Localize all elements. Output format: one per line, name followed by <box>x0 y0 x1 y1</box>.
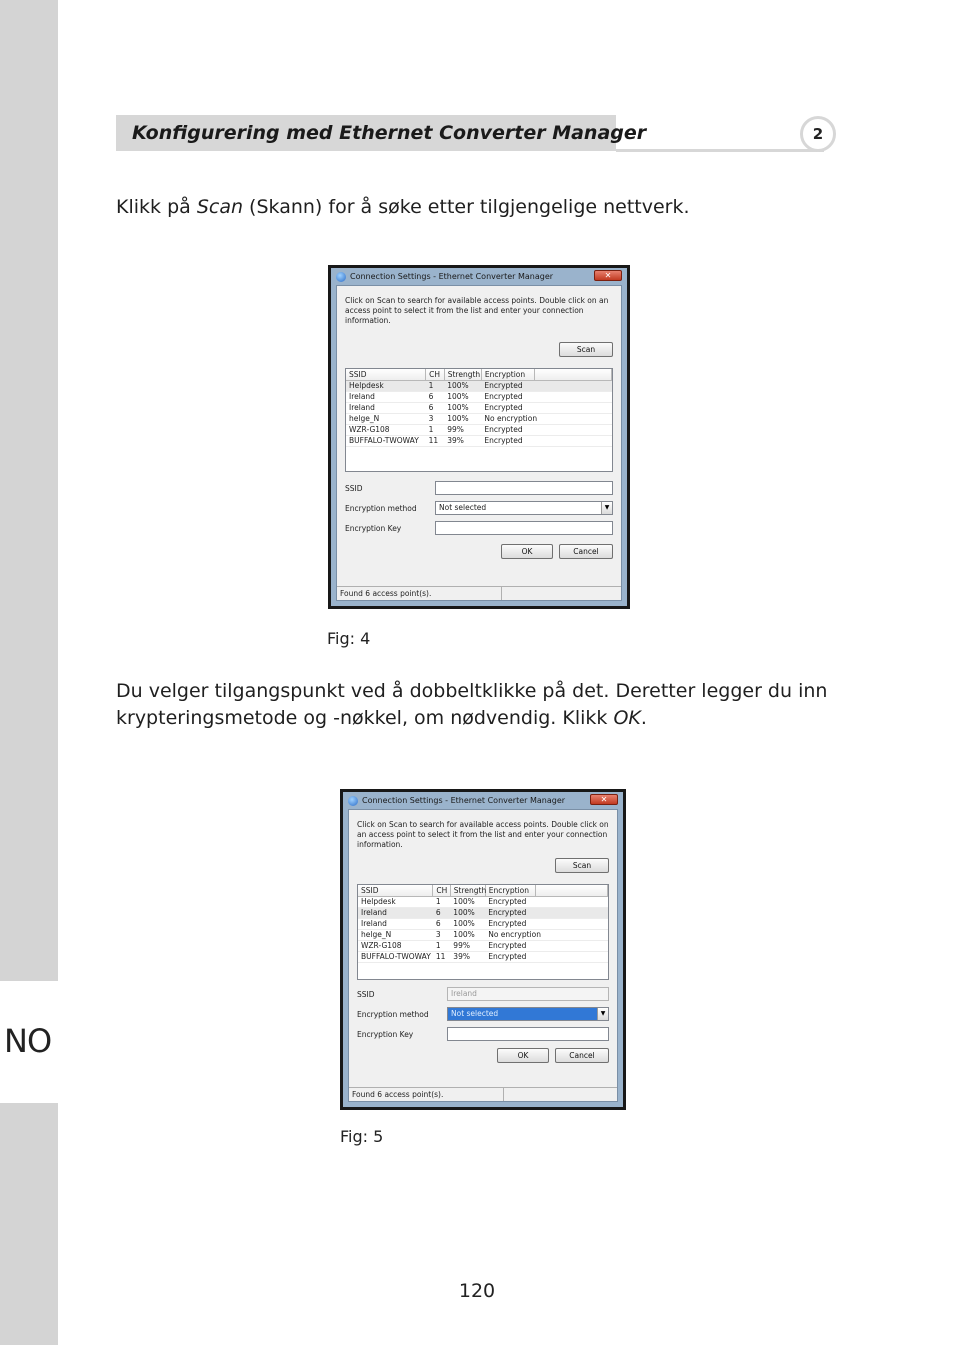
ssid-input[interactable] <box>435 481 613 495</box>
cancel-button[interactable]: Cancel <box>555 1048 609 1063</box>
column-ch[interactable]: CH <box>433 885 450 896</box>
side-tab-bottom <box>0 1103 58 1345</box>
dialog-title: Connection Settings - Ethernet Converter Manager <box>350 272 554 281</box>
ssid-label: SSID <box>345 483 363 493</box>
ssid-label: SSID <box>357 989 375 999</box>
access-point-list[interactable] <box>357 884 609 980</box>
close-icon[interactable]: ✕ <box>590 794 618 805</box>
table-row[interactable]: Ireland 6 100% Encrypted <box>358 918 608 929</box>
table-row[interactable]: WZR-G108 1 99% Encrypted <box>346 424 612 435</box>
dialog-title: Connection Settings - Ethernet Converter Manager <box>362 796 566 805</box>
table-row[interactable]: helge_N 3 100% No encryption <box>346 413 612 424</box>
table-row[interactable]: BUFFALO-TWOWAY 11 39% Encrypted <box>346 435 612 446</box>
column-strength[interactable]: Strength <box>450 885 485 896</box>
column-encryption[interactable]: Encryption <box>481 369 534 380</box>
side-tab-top <box>0 0 58 981</box>
status-text: Found 6 access point(s). <box>337 587 502 600</box>
close-icon[interactable]: ✕ <box>594 270 622 281</box>
table-row[interactable]: Ireland 6 100% Encrypted <box>358 907 608 918</box>
app-icon <box>348 796 358 806</box>
list-header <box>358 885 608 896</box>
encryption-method-label: Encryption method <box>357 1009 429 1019</box>
language-code: NO <box>4 1022 52 1060</box>
column-filler <box>534 369 611 380</box>
encryption-key-input[interactable] <box>435 521 613 535</box>
scan-button[interactable]: Scan <box>559 342 613 357</box>
encryption-method-label: Encryption method <box>345 503 417 513</box>
column-encryption[interactable]: Encryption <box>485 885 535 896</box>
figure-4-screenshot <box>328 265 630 609</box>
column-filler <box>535 885 607 896</box>
column-strength[interactable]: Strength <box>444 369 481 380</box>
section-title: Konfigurering med Ethernet Converter Manager <box>132 122 647 144</box>
column-ssid[interactable]: SSID <box>358 885 433 896</box>
table-row[interactable]: Ireland 6 100% Encrypted <box>346 402 612 413</box>
dialog-titlebar <box>348 792 618 809</box>
list-header <box>346 369 612 380</box>
cancel-button[interactable]: Cancel <box>559 544 613 559</box>
table-row[interactable]: BUFFALO-TWOWAY 11 39% Encrypted <box>358 951 608 962</box>
table-row[interactable]: WZR-G108 1 99% Encrypted <box>358 940 608 951</box>
encryption-key-label: Encryption Key <box>357 1029 414 1039</box>
ok-button[interactable]: OK <box>497 1048 549 1063</box>
figure-5-caption: Fig: 5 <box>340 1127 384 1146</box>
instruction-paragraph-2: Du velger tilgangspunkt ved å dobbeltklikke på det. Deretter legger du inn krypteringsmetode og -nøkkel, om nødvendig. Klikk OK. <box>116 680 828 729</box>
dialog-instructions: Click on Scan to search for available access points. Double click on an access point to select it from the list and enter your connection information. <box>345 296 609 325</box>
figure-5-screenshot <box>340 789 626 1110</box>
encryption-key-input[interactable] <box>447 1027 609 1041</box>
chapter-badge: 2 <box>800 116 836 152</box>
dialog-client <box>348 809 618 1102</box>
app-icon <box>336 272 346 282</box>
figure-4-caption: Fig: 4 <box>327 629 371 648</box>
access-point-list[interactable] <box>345 368 613 472</box>
dialog-titlebar <box>336 268 622 285</box>
status-text: Found 6 access point(s). <box>349 1088 504 1101</box>
encryption-method-select[interactable]: Not selected ▼ <box>435 501 613 515</box>
chevron-down-icon[interactable]: ▼ <box>597 1008 608 1020</box>
page-number: 120 <box>458 1280 496 1302</box>
status-bar <box>337 586 621 600</box>
encryption-key-label: Encryption Key <box>345 523 402 533</box>
column-ssid[interactable]: SSID <box>346 369 426 380</box>
table-row[interactable]: helge_N 3 100% No encryption <box>358 929 608 940</box>
instruction-paragraph-1: Klikk på Scan (Skann) for å søke etter tilgjengelige nettverk. <box>116 196 690 218</box>
section-header-rule <box>616 149 824 152</box>
status-bar <box>349 1087 617 1101</box>
table-row[interactable]: Helpdesk 1 100% Encrypted <box>346 380 612 391</box>
dialog-client <box>336 285 622 601</box>
ssid-input[interactable]: Ireland <box>447 987 609 1001</box>
dialog-instructions: Click on Scan to search for available access points. Double click on an access point to select it from the list and enter your connection information. <box>357 820 609 849</box>
column-ch[interactable]: CH <box>426 369 445 380</box>
scan-button[interactable]: Scan <box>555 858 609 873</box>
ok-button[interactable]: OK <box>501 544 553 559</box>
encryption-method-select[interactable]: Not selected ▼ <box>447 1007 609 1021</box>
table-row[interactable]: Ireland 6 100% Encrypted <box>346 391 612 402</box>
table-row[interactable]: Helpdesk 1 100% Encrypted <box>358 896 608 907</box>
chevron-down-icon[interactable]: ▼ <box>601 502 612 514</box>
